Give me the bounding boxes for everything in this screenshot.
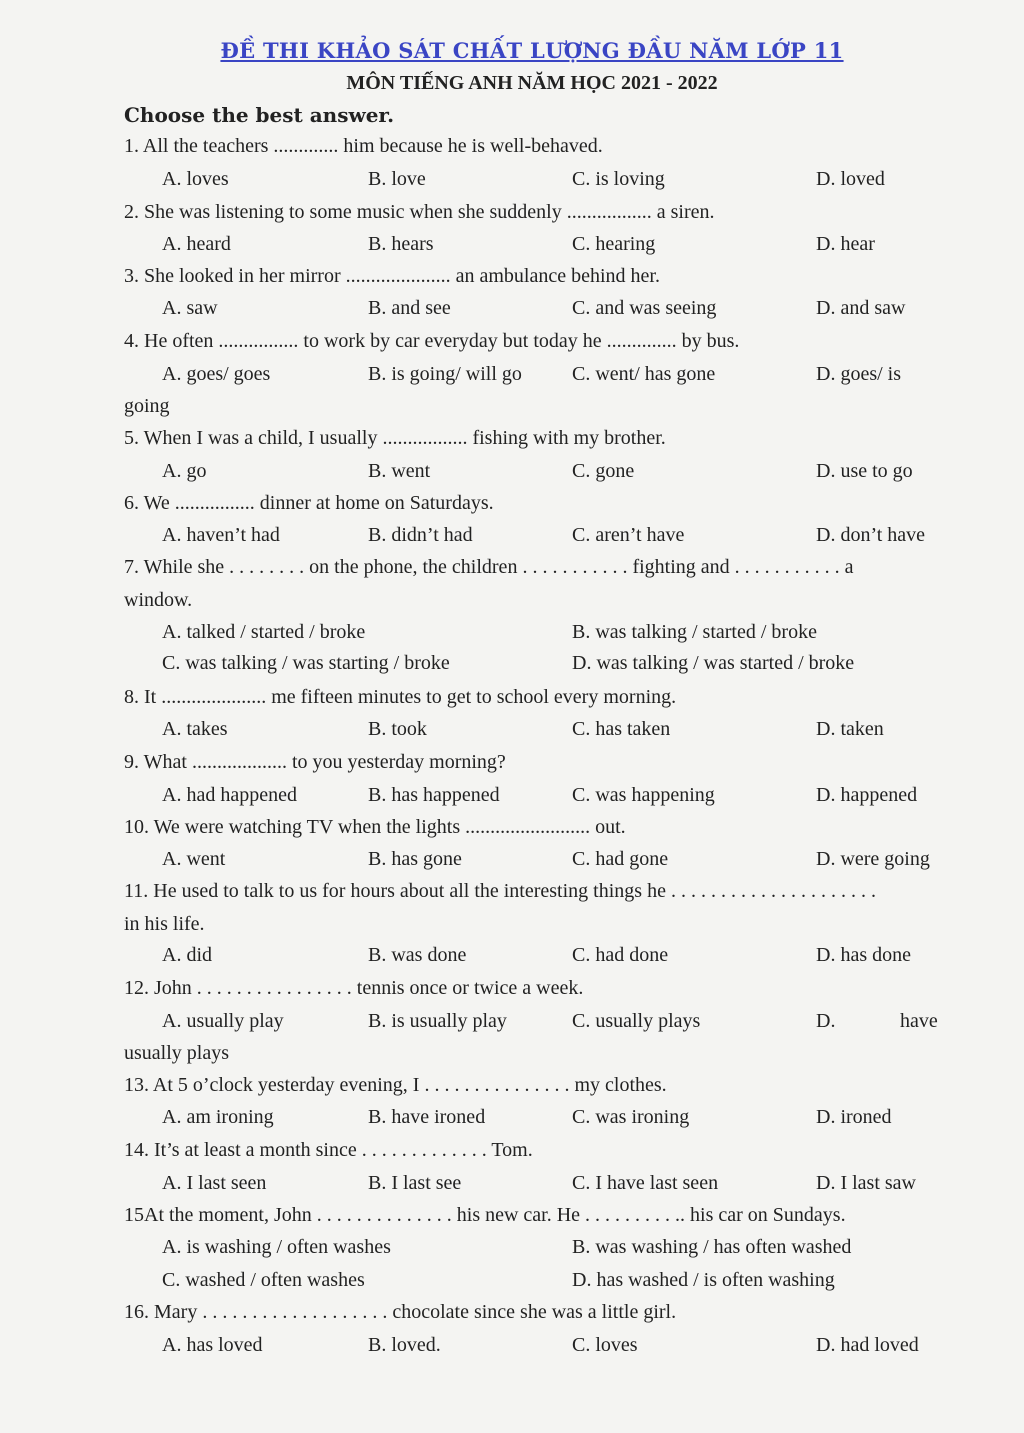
instruction: Choose the best answer.: [124, 103, 395, 127]
answer-option[interactable]: B. and see: [368, 297, 451, 319]
question-stem: 2. She was listening to some music when she suddenly ................. a siren.: [124, 201, 715, 223]
answer-option[interactable]: C. went/ has gone: [572, 363, 716, 385]
answer-option[interactable]: C. was talking / was starting / broke: [162, 652, 450, 674]
answer-option[interactable]: B. was washing / has often washed: [572, 1236, 852, 1258]
answer-option[interactable]: B. have ironed: [368, 1106, 486, 1128]
answer-option[interactable]: A. haven’t had: [162, 524, 280, 546]
question-stem: 7. While she . . . . . . . . on the phone, the children . . . . . . . . . . . fighting and . . . . . . . . . . . a: [124, 556, 854, 578]
answer-option[interactable]: B. love: [368, 168, 426, 190]
answer-option[interactable]: A. takes: [162, 718, 228, 740]
answer-option[interactable]: A. saw: [162, 297, 218, 319]
answer-option[interactable]: C. usually plays: [572, 1010, 701, 1032]
answer-option[interactable]: B. loved.: [368, 1334, 441, 1356]
answer-option[interactable]: C. is loving: [572, 168, 665, 190]
answer-option[interactable]: A. go: [162, 460, 207, 482]
answer-option[interactable]: A. talked / started / broke: [162, 621, 366, 643]
answer-option[interactable]: A. went: [162, 848, 226, 870]
question-stem: 3. She looked in her mirror ..................... an ambulance behind her.: [124, 265, 660, 287]
answer-option[interactable]: A. heard: [162, 233, 231, 255]
answer-option[interactable]: D. happened: [816, 784, 918, 806]
answer-option[interactable]: B. didn’t had: [368, 524, 473, 546]
answer-option[interactable]: A. usually play: [162, 1010, 284, 1032]
question-stem-continued: in his life.: [124, 913, 205, 935]
answer-option[interactable]: B. is going/ will go: [368, 363, 522, 385]
answer-option[interactable]: C. gone: [572, 460, 635, 482]
option-continuation: going: [124, 395, 170, 417]
answer-option[interactable]: B. was talking / started / broke: [572, 621, 817, 643]
answer-option[interactable]: D. taken: [816, 718, 884, 740]
question-stem: 14. It’s at least a month since . . . . . . . . . . . . . Tom.: [124, 1139, 533, 1161]
question-stem: 12. John . . . . . . . . . . . . . . . . tennis once or twice a week.: [124, 977, 584, 999]
answer-option[interactable]: D. has washed / is often washing: [572, 1269, 835, 1291]
question-stem: 13. At 5 o’clock yesterday evening, I . . . . . . . . . . . . . . . my clothes.: [124, 1074, 667, 1096]
question-stem: 8. It ..................... me fifteen minutes to get to school every morning.: [124, 686, 677, 708]
answer-option[interactable]: D. has done: [816, 944, 911, 966]
answer-option[interactable]: D. was talking / was started / broke: [572, 652, 855, 674]
answer-option[interactable]: B. hears: [368, 233, 434, 255]
answer-option[interactable]: B. was done: [368, 944, 467, 966]
answer-option[interactable]: D. hear: [816, 233, 875, 255]
answer-option[interactable]: D. had loved: [816, 1334, 919, 1356]
question-stem: 16. Mary . . . . . . . . . . . . . . . . . . . chocolate since she was a little girl.: [124, 1301, 677, 1323]
answer-option[interactable]: C. was ironing: [572, 1106, 690, 1128]
answer-option[interactable]: D. don’t have: [816, 524, 926, 546]
answer-option[interactable]: B. I last see: [368, 1172, 462, 1194]
answer-option[interactable]: A. am ironing: [162, 1106, 274, 1128]
answer-option[interactable]: D. goes/ is: [816, 363, 901, 385]
answer-option[interactable]: B. went: [368, 460, 431, 482]
answer-option[interactable]: B. has gone: [368, 848, 462, 870]
answer-option[interactable]: C. had done: [572, 944, 669, 966]
answer-option[interactable]: C. has taken: [572, 718, 671, 740]
question-stem: 11. He used to talk to us for hours about all the interesting things he . . . . . . . . . . . . . . . . . . . . .: [124, 880, 876, 902]
answer-option[interactable]: C. loves: [572, 1334, 638, 1356]
answer-option[interactable]: D. were going: [816, 848, 930, 870]
answer-option[interactable]: C. I have last seen: [572, 1172, 719, 1194]
answer-option[interactable]: B. took: [368, 718, 427, 740]
option-continuation: usually plays: [124, 1042, 229, 1064]
answer-option[interactable]: C. washed / often washes: [162, 1269, 365, 1291]
exam-subtitle: MÔN TIẾNG ANH NĂM HỌC 2021 - 2022: [346, 72, 718, 94]
answer-option[interactable]: A. I last seen: [162, 1172, 267, 1194]
question-stem: 5. When I was a child, I usually ................. fishing with my brother.: [124, 427, 666, 449]
answer-option[interactable]: B. is usually play: [368, 1010, 507, 1032]
answer-option[interactable]: A. is washing / often washes: [162, 1236, 391, 1258]
question-stem: 9. What ................... to you yesterday morning?: [124, 751, 506, 773]
answer-option[interactable]: have: [900, 1010, 938, 1032]
answer-option[interactable]: C. and was seeing: [572, 297, 717, 319]
answer-option[interactable]: A. goes/ goes: [162, 363, 271, 385]
exam-title: ĐỀ THI KHẢO SÁT CHẤT LƯỢNG ĐẦU NĂM LỚP 11: [220, 38, 844, 63]
answer-option[interactable]: D. loved: [816, 168, 885, 190]
answer-option[interactable]: A. has loved: [162, 1334, 263, 1356]
answer-option[interactable]: B. has happened: [368, 784, 500, 806]
question-stem: 1. All the teachers ............. him because he is well-behaved.: [124, 135, 603, 157]
answer-option[interactable]: D. and saw: [816, 297, 906, 319]
answer-option[interactable]: C. hearing: [572, 233, 656, 255]
question-stem: 6. We ................ dinner at home on Saturdays.: [124, 492, 494, 514]
question-stem: 4. He often ................ to work by car everyday but today he .............. by bus.: [124, 330, 740, 352]
answer-option[interactable]: A. did: [162, 944, 212, 966]
answer-option[interactable]: D. use to go: [816, 460, 913, 482]
question-stem: 10. We were watching TV when the lights ......................... out.: [124, 816, 626, 838]
answer-option[interactable]: D.: [816, 1010, 836, 1032]
answer-option[interactable]: D. ironed: [816, 1106, 892, 1128]
question-stem-continued: window.: [124, 589, 193, 611]
answer-option[interactable]: C. was happening: [572, 784, 715, 806]
answer-option[interactable]: D. I last saw: [816, 1172, 916, 1194]
answer-option[interactable]: A. loves: [162, 168, 229, 190]
answer-option[interactable]: C. had gone: [572, 848, 669, 870]
answer-option[interactable]: C. aren’t have: [572, 524, 685, 546]
question-stem: 15At the moment, John . . . . . . . . . . . . . . his new car. He . . . . . . . . . .. his car on Sundays.: [124, 1204, 846, 1226]
answer-option[interactable]: A. had happened: [162, 784, 297, 806]
